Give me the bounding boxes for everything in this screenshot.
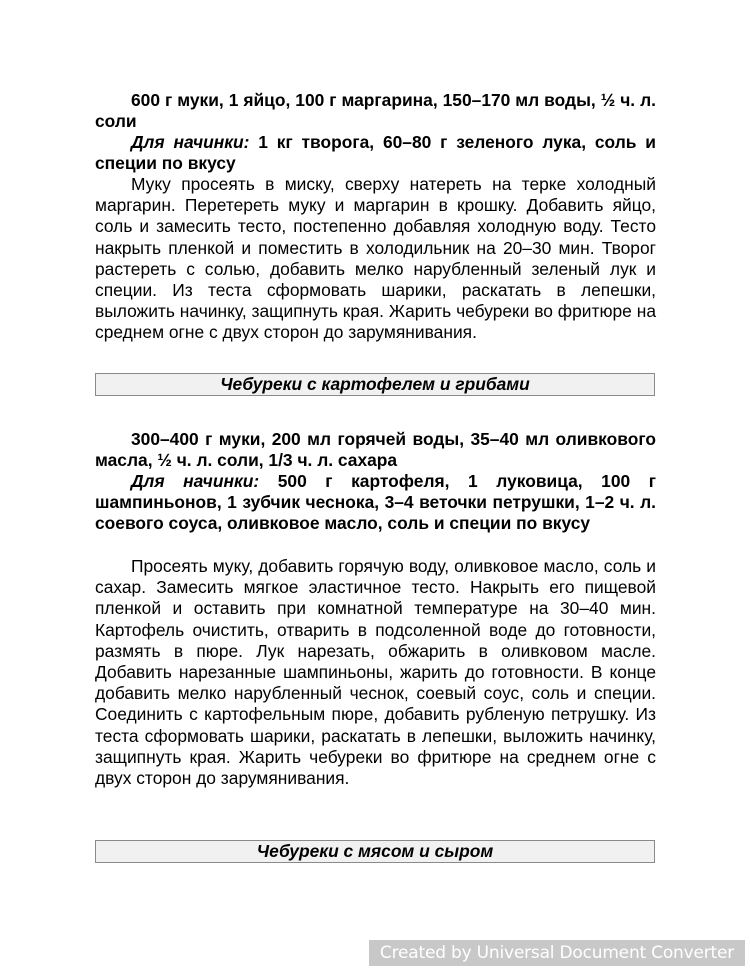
recipe1-filling-text: 1 кг творога, 60–80 г зеленого лука, соль и специи по вкусу bbox=[95, 132, 656, 174]
section-heading-meat-cheese: Чебуреки с мясом и сыром bbox=[95, 840, 655, 863]
recipe2-ingredients: 300–400 г муки, 200 мл горячей воды, 35–40 мл оливкового масла, ½ ч. л. соли, 1/3 ч. л. сахара bbox=[95, 429, 656, 471]
recipe1-filling-label: Для начинки: bbox=[131, 132, 250, 152]
recipe2-method: Просеять муку, добавить горячую воду, оливковое масло, соль и сахар. Замесить мягкое эластичное тесто. Накрыть его пищевой пленкой и оставить при комнатной температуре на 30–40 мин. Картофель очистить, отварить в подсоленной воде до готовности, размять в пюре. Лук нарезать, обжарить в оливковом масле. Добавить нарезанные шампиньоны, жарить до готовности. В конце добавить мелко нарубленный чеснок, соевый соус, соль и специи. Соединить с картофельным пюре, добавить рубленую петрушку. Из теста сформовать шарики, раскатать в лепешки, выложить начинку, защипнуть края. Жарить чебуреки во фритюре на среднем огне с двух сторон до зарумянивания. bbox=[95, 556, 656, 789]
recipe2-filling-label: Для начинки: bbox=[131, 471, 260, 491]
recipe2-filling bbox=[95, 471, 656, 535]
recipe1-ingredients: 600 г муки, 1 яйцо, 100 г маргарина, 150–170 мл воды, ½ ч. л. соли bbox=[95, 90, 656, 132]
recipe2-filling-text: 500 г картофеля, 1 луковица, 100 г шампиньонов, 1 зубчик чеснока, 3–4 веточки петрушки, 1–2 ч. л. соевого соуса, оливковое масло, соль и специи по вкусу bbox=[95, 471, 656, 534]
section-heading-potato-mushroom: Чебуреки с картофелем и грибами bbox=[95, 373, 655, 396]
recipe1-filling bbox=[95, 132, 656, 174]
recipe1-method: Муку просеять в миску, сверху натереть на терке холодный маргарин. Перетереть муку и маргарин в крошку. Добавить яйцо, соль и замесить тесто, постепенно добавляя холодную воду. Тесто накрыть пленкой и поместить в холодильник на 20–30 мин. Творог растереть с солью, добавить мелко нарубленный зеленый лук и специи. Из теста сформовать шарики, раскатать в лепешки, выложить начинку, защипнуть края. Жарить чебуреки во фритюре на среднем огне с двух сторон до зарумянивания. bbox=[95, 174, 656, 343]
watermark: Created by Universal Document Converter bbox=[369, 940, 745, 966]
